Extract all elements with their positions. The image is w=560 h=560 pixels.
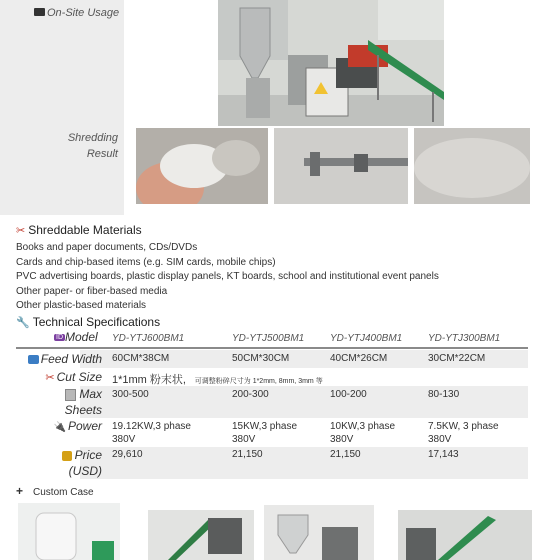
shredding-result-photo-2 <box>274 128 408 204</box>
custom-case-photo-1 <box>18 503 120 560</box>
max-sheets-cell: 100-200 <box>330 389 367 400</box>
custom-case-photo-4 <box>398 510 532 560</box>
material-item: Cards and chip-based items (e.g. SIM cards, mobile chips) <box>16 257 276 268</box>
model-label: ID Model <box>56 330 98 344</box>
shredding-result-label: Shredding Result <box>67 132 118 160</box>
model-header: YD-YTJ400BM1 <box>330 333 403 344</box>
feed-width-cell: 40CM*26CM <box>330 353 388 364</box>
feed-width-cell: 30CM*22CM <box>428 353 486 364</box>
price-band <box>80 447 528 479</box>
price-cell: 21,150 <box>232 449 263 460</box>
custom-case-photo-3 <box>264 505 374 560</box>
wrench-icon: 🔧 <box>16 317 30 329</box>
folder-icon <box>34 8 45 16</box>
power-plug-icon: 🔌 <box>53 422 66 433</box>
caliper-measurement-illustration <box>274 128 408 204</box>
cyclone-separator-illustration <box>264 505 374 560</box>
cut-size-label: ✂ Cut Size <box>45 370 102 384</box>
price-cell: 29,610 <box>112 449 143 460</box>
feed-width-cell: 60CM*38CM <box>112 353 170 364</box>
id-badge-icon: ID <box>56 334 63 342</box>
shredding-result-photo-3 <box>414 128 530 204</box>
spec-table-divider <box>16 347 528 349</box>
shredded-paper-hand-illustration <box>136 128 268 204</box>
model-header: YD-YTJ500BM1 <box>232 333 305 344</box>
power-label: 🔌 Power <box>53 419 102 433</box>
scissors-icon: ✂ <box>16 225 26 237</box>
top-gray-column <box>0 0 124 215</box>
specs-heading: 🔧 Technical Specifications <box>16 315 161 329</box>
shredding-result-photo-1 <box>136 128 268 204</box>
onsite-usage-label: On-Site Usage <box>34 3 119 21</box>
price-label: Price (USD) <box>14 447 102 479</box>
max-sheets-cell: 80-130 <box>428 389 460 400</box>
feed-tray-icon <box>28 355 39 364</box>
max-sheets-label: Max Sheets <box>64 387 102 417</box>
document-icon <box>65 389 76 401</box>
dust-collector-illustration <box>18 503 120 560</box>
custom-case-photo-2 <box>148 510 254 560</box>
production-line-illustration <box>398 510 532 560</box>
conveyor-shredder-illustration <box>148 510 254 560</box>
material-item: PVC advertising boards, plastic display panels, KT boards, school and institutional event panels <box>16 271 439 282</box>
price-cell: 17,143 <box>428 449 459 460</box>
cut-size-cell: 1*1mm 粉末状, 可调整粉碎尺寸为 1*2mm, 8mm, 3mm 等 <box>112 374 323 386</box>
power-cell: 15KW,3 phase 380V <box>232 421 298 445</box>
materials-heading: ✂ Shreddable Materials <box>16 223 142 237</box>
price-cell: 21,150 <box>330 449 361 460</box>
scissors-icon: ✂ <box>45 372 55 384</box>
power-cell: 19.12KW,3 phase 380V <box>112 421 191 445</box>
max-sheets-cell: 300-500 <box>112 389 149 400</box>
max-sheets-cell: 200-300 <box>232 389 269 400</box>
shredder-machine-illustration <box>218 0 444 126</box>
material-item: Other paper- or fiber-based media <box>16 286 168 297</box>
shredded-pile-illustration <box>414 128 530 204</box>
custom-case-heading: + Custom Case <box>16 484 94 498</box>
power-cell: 7.5KW, 3 phase 380V <box>428 421 499 445</box>
material-item: Books and paper documents, CDs/DVDs <box>16 242 198 253</box>
onsite-machine-photo <box>218 0 444 126</box>
power-cell: 10KW,3 phase 380V <box>330 421 396 445</box>
plus-icon: + <box>16 484 24 498</box>
feed-width-label: Feed Width <box>14 352 102 366</box>
feed-width-cell: 50CM*30CM <box>232 353 290 364</box>
material-item: Other plastic-based materials <box>16 300 147 311</box>
model-header: YD-YTJ300BM1 <box>428 333 501 344</box>
model-header: YD-YTJ600BM1 <box>112 333 185 344</box>
price-tag-icon <box>62 451 72 461</box>
